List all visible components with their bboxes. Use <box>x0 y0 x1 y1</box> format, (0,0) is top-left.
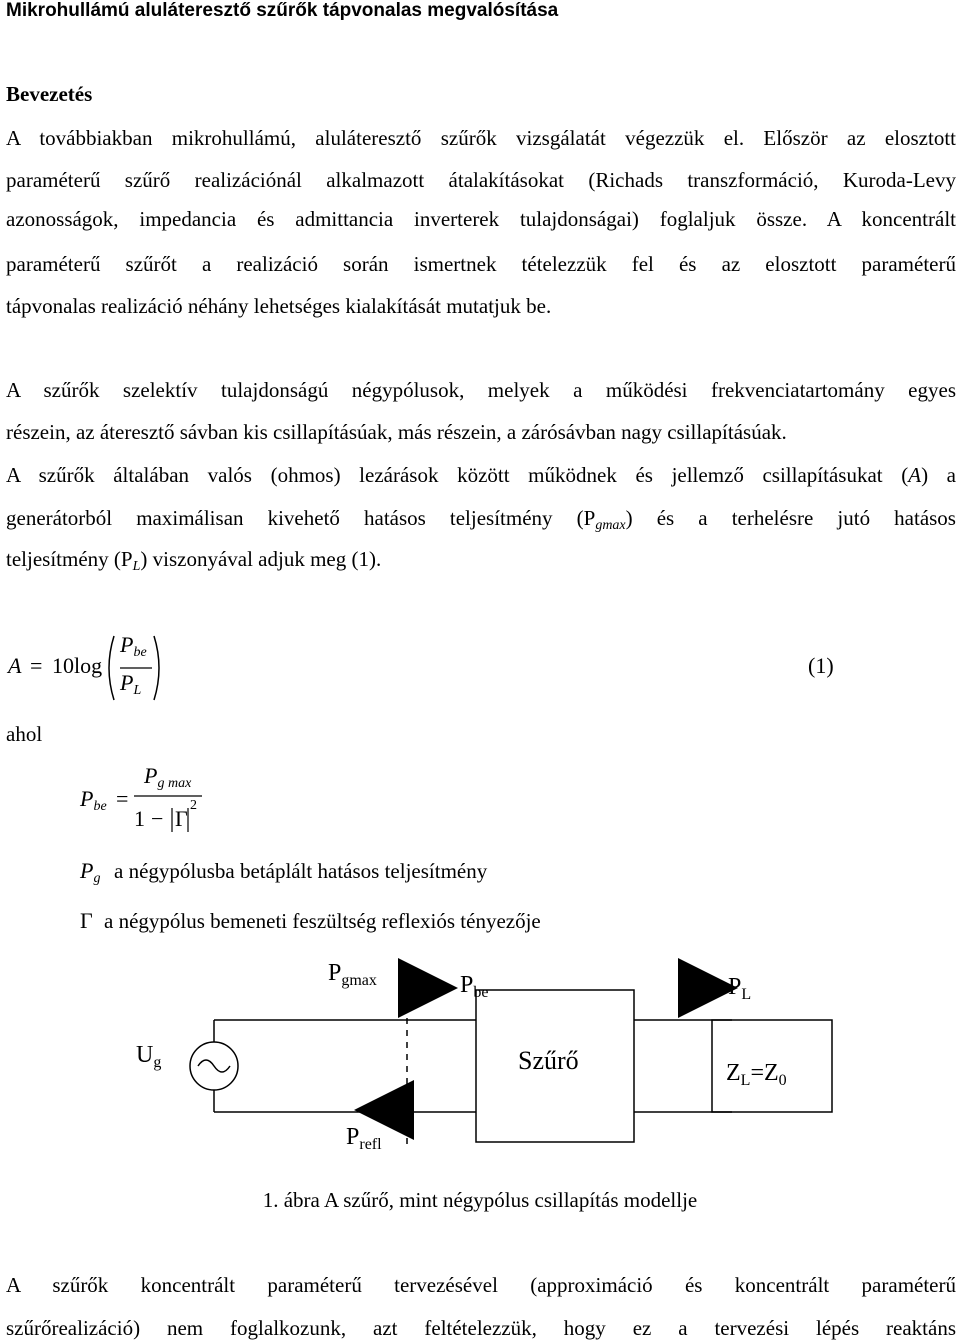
text-line: teljesítmény $(P_L)$ viszonyával adjuk meg (1). <box>6 547 382 574</box>
label-filter: Szűrő <box>518 1046 579 1075</box>
text-line: A szűrők szelektív tulajdonságú négypólusok, melyek a működési frekvenciatartomány egyes <box>6 378 956 402</box>
text-line: tápvonalas realizáció néhány lehetséges kialakítását mutatjuk be. <box>6 294 552 318</box>
label-ug: $U_g$ <box>136 1042 162 1071</box>
text-line: A továbbiakban mikrohullámú, aluláteresztő szűrők vizsgálatát végezzük el. Először az elosztott <box>6 126 956 150</box>
text-line: azonosságok, impedancia és admittancia inverterek tulajdonságai) foglaljuk össze. A koncentrált <box>6 207 956 231</box>
text-line: A szűrők általában valós (ohmos) lezárások között működnek és jellemző csillapításukat (A) a <box>6 463 956 487</box>
ahol-label: ahol <box>6 722 43 746</box>
text-line: A szűrők koncentrált paraméterű tervezésével (approximáció és koncentrált paraméterű <box>6 1273 956 1297</box>
text-line: paraméterű szűrő realizációnál alkalmazott átalakításokat (Richads transzformáció, Kuroda-Levy <box>6 168 956 192</box>
page-title: Mikrohullámú aluláteresztő szűrők tápvonalas megvalósítása <box>6 0 559 21</box>
text-line: generátorból maximálisan kivehető hatásos teljesítmény $(P_{gmax})$ és a terhelésre jutó hatásos <box>6 506 956 533</box>
label-pbe: $P_{be}$ <box>460 972 489 1001</box>
text-line: részein, az áteresztő sávban kis csillapításúak, más részein, a zárósávban nagy csillapításúak. <box>6 420 787 444</box>
label-prefl: $P_{refl}$ <box>346 1124 382 1153</box>
text-line: szűrőrealizáció) nem foglalkozunk, azt feltételezzük, hogy ez a tervezési lépés reaktáns <box>6 1316 956 1340</box>
label-zl: $Z_L=Z_0$ <box>726 1060 787 1089</box>
equation-number: (1) <box>808 653 834 678</box>
label-pl: $P_L$ <box>728 974 752 1003</box>
text-line: paraméterű szűrőt a realizáció során ismertnek tételezzük fel és az elosztott paraméterű <box>6 252 956 276</box>
figure-caption: 1. ábra A szűrő, mint négypólus csillapítás modellje <box>262 1188 698 1212</box>
section-heading: Bevezetés <box>6 82 93 106</box>
label-pgmax: $P_{gmax}$ <box>328 960 377 989</box>
